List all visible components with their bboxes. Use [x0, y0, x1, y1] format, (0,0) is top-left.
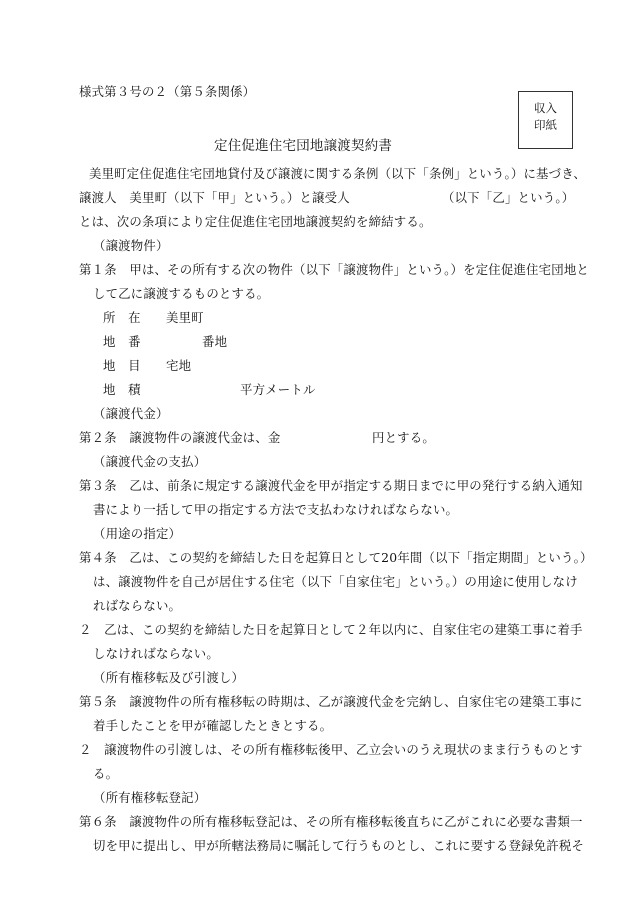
- category-label: 地 目: [103, 358, 141, 373]
- intro-line-3: とは、次の条項により定住促進住宅団地譲渡契約を締結する。: [79, 214, 432, 229]
- art2-line-b: 円とする。: [372, 430, 435, 445]
- stamp-line-1: 収入: [534, 101, 557, 115]
- art5-line-1: 第５条 譲渡物件の所有権移転の時期は、乙が譲渡代金を完納し、自家住宅の建築工事に: [79, 694, 583, 709]
- art4-line-3: ればならない。: [93, 598, 182, 613]
- area-value: 平方メートル: [240, 382, 316, 397]
- area-label: 地 積: [103, 382, 141, 397]
- document-title: 定住促進住宅団地譲渡契約書: [214, 138, 393, 154]
- form-label: 様式第３号の２（第５条関係）: [79, 84, 256, 99]
- location-value: 美里町: [166, 310, 204, 325]
- art1-line-1: 第１条 甲は、その所有する次の物件（以下「譲渡物件」という。）を定住促進住宅団地と: [79, 262, 590, 277]
- intro-line-1: 美里町定住促進住宅団地貸付及び譲渡に関する条例（以下「条例」という。）に基づき、: [89, 166, 586, 181]
- category-value: 宅地: [166, 358, 192, 373]
- art6-line-2: 切を甲に提出し、甲が所轄法務局に嘱託して行うものとし、これに要する登録免許税そ: [93, 838, 585, 853]
- art6-line-1: 第６条 譲渡物件の所有権移転登記は、その所有権移転後直ちに乙がこれに必要な書類一: [79, 814, 583, 829]
- art5-line-2: 着手したことを甲が確認したときとする。: [93, 718, 333, 733]
- location-label: 所 在: [103, 310, 141, 325]
- art6-heading: （所有権移転登記）: [93, 790, 207, 805]
- art5-heading: （所有権移転及び引渡し）: [93, 670, 245, 685]
- art1-line-2: して乙に譲渡するものとする。: [93, 286, 270, 301]
- art5-para2-line-2: る。: [93, 766, 119, 781]
- art4-para2-line-1: ２ 乙は、この契約を締結した日を起算日として２年以内に、自家住宅の建築工事に着手: [79, 622, 583, 637]
- art4-para2-line-2: しなければならない。: [93, 646, 219, 661]
- art2-heading: （譲渡代金）: [93, 406, 169, 421]
- art3-line-1: 第３条 乙は、前条に規定する譲渡代金を甲が指定する期日までに甲の発行する納入通知: [79, 478, 583, 493]
- stamp-line-2: 印紙: [534, 118, 557, 132]
- art4-line-1: 第４条 乙は、この契約を締結した日を起算日として20年間（以下「指定期間」という。）: [79, 550, 593, 565]
- art4-heading: （用途の指定）: [93, 526, 182, 541]
- lot-label: 地 番: [103, 334, 141, 349]
- intro-line-2: 譲渡人 美里町（以下「甲」という。）と譲受人: [79, 190, 350, 205]
- art2-line-a: 第２条 譲渡物件の譲渡代金は、金: [79, 430, 281, 445]
- art3-heading: （譲渡代金の支払）: [93, 454, 207, 469]
- lot-value: 番地: [202, 334, 228, 349]
- revenue-stamp-box: [518, 91, 573, 149]
- art5-para2-line-1: ２ 譲渡物件の引渡しは、その所有権移転後甲、乙立会いのうえ現状のまま行うものとす: [79, 742, 583, 757]
- art3-line-2: 書により一括して甲の指定する方法で支払わなければならない。: [93, 502, 459, 517]
- art4-line-2: は、譲渡物件を自己が居住する住宅（以下「自家住宅」という。）の用途に使用しなけ: [93, 574, 578, 589]
- art1-heading: （譲渡物件）: [93, 238, 169, 253]
- intro-line-2-tail: （以下「乙」という。）: [442, 190, 575, 205]
